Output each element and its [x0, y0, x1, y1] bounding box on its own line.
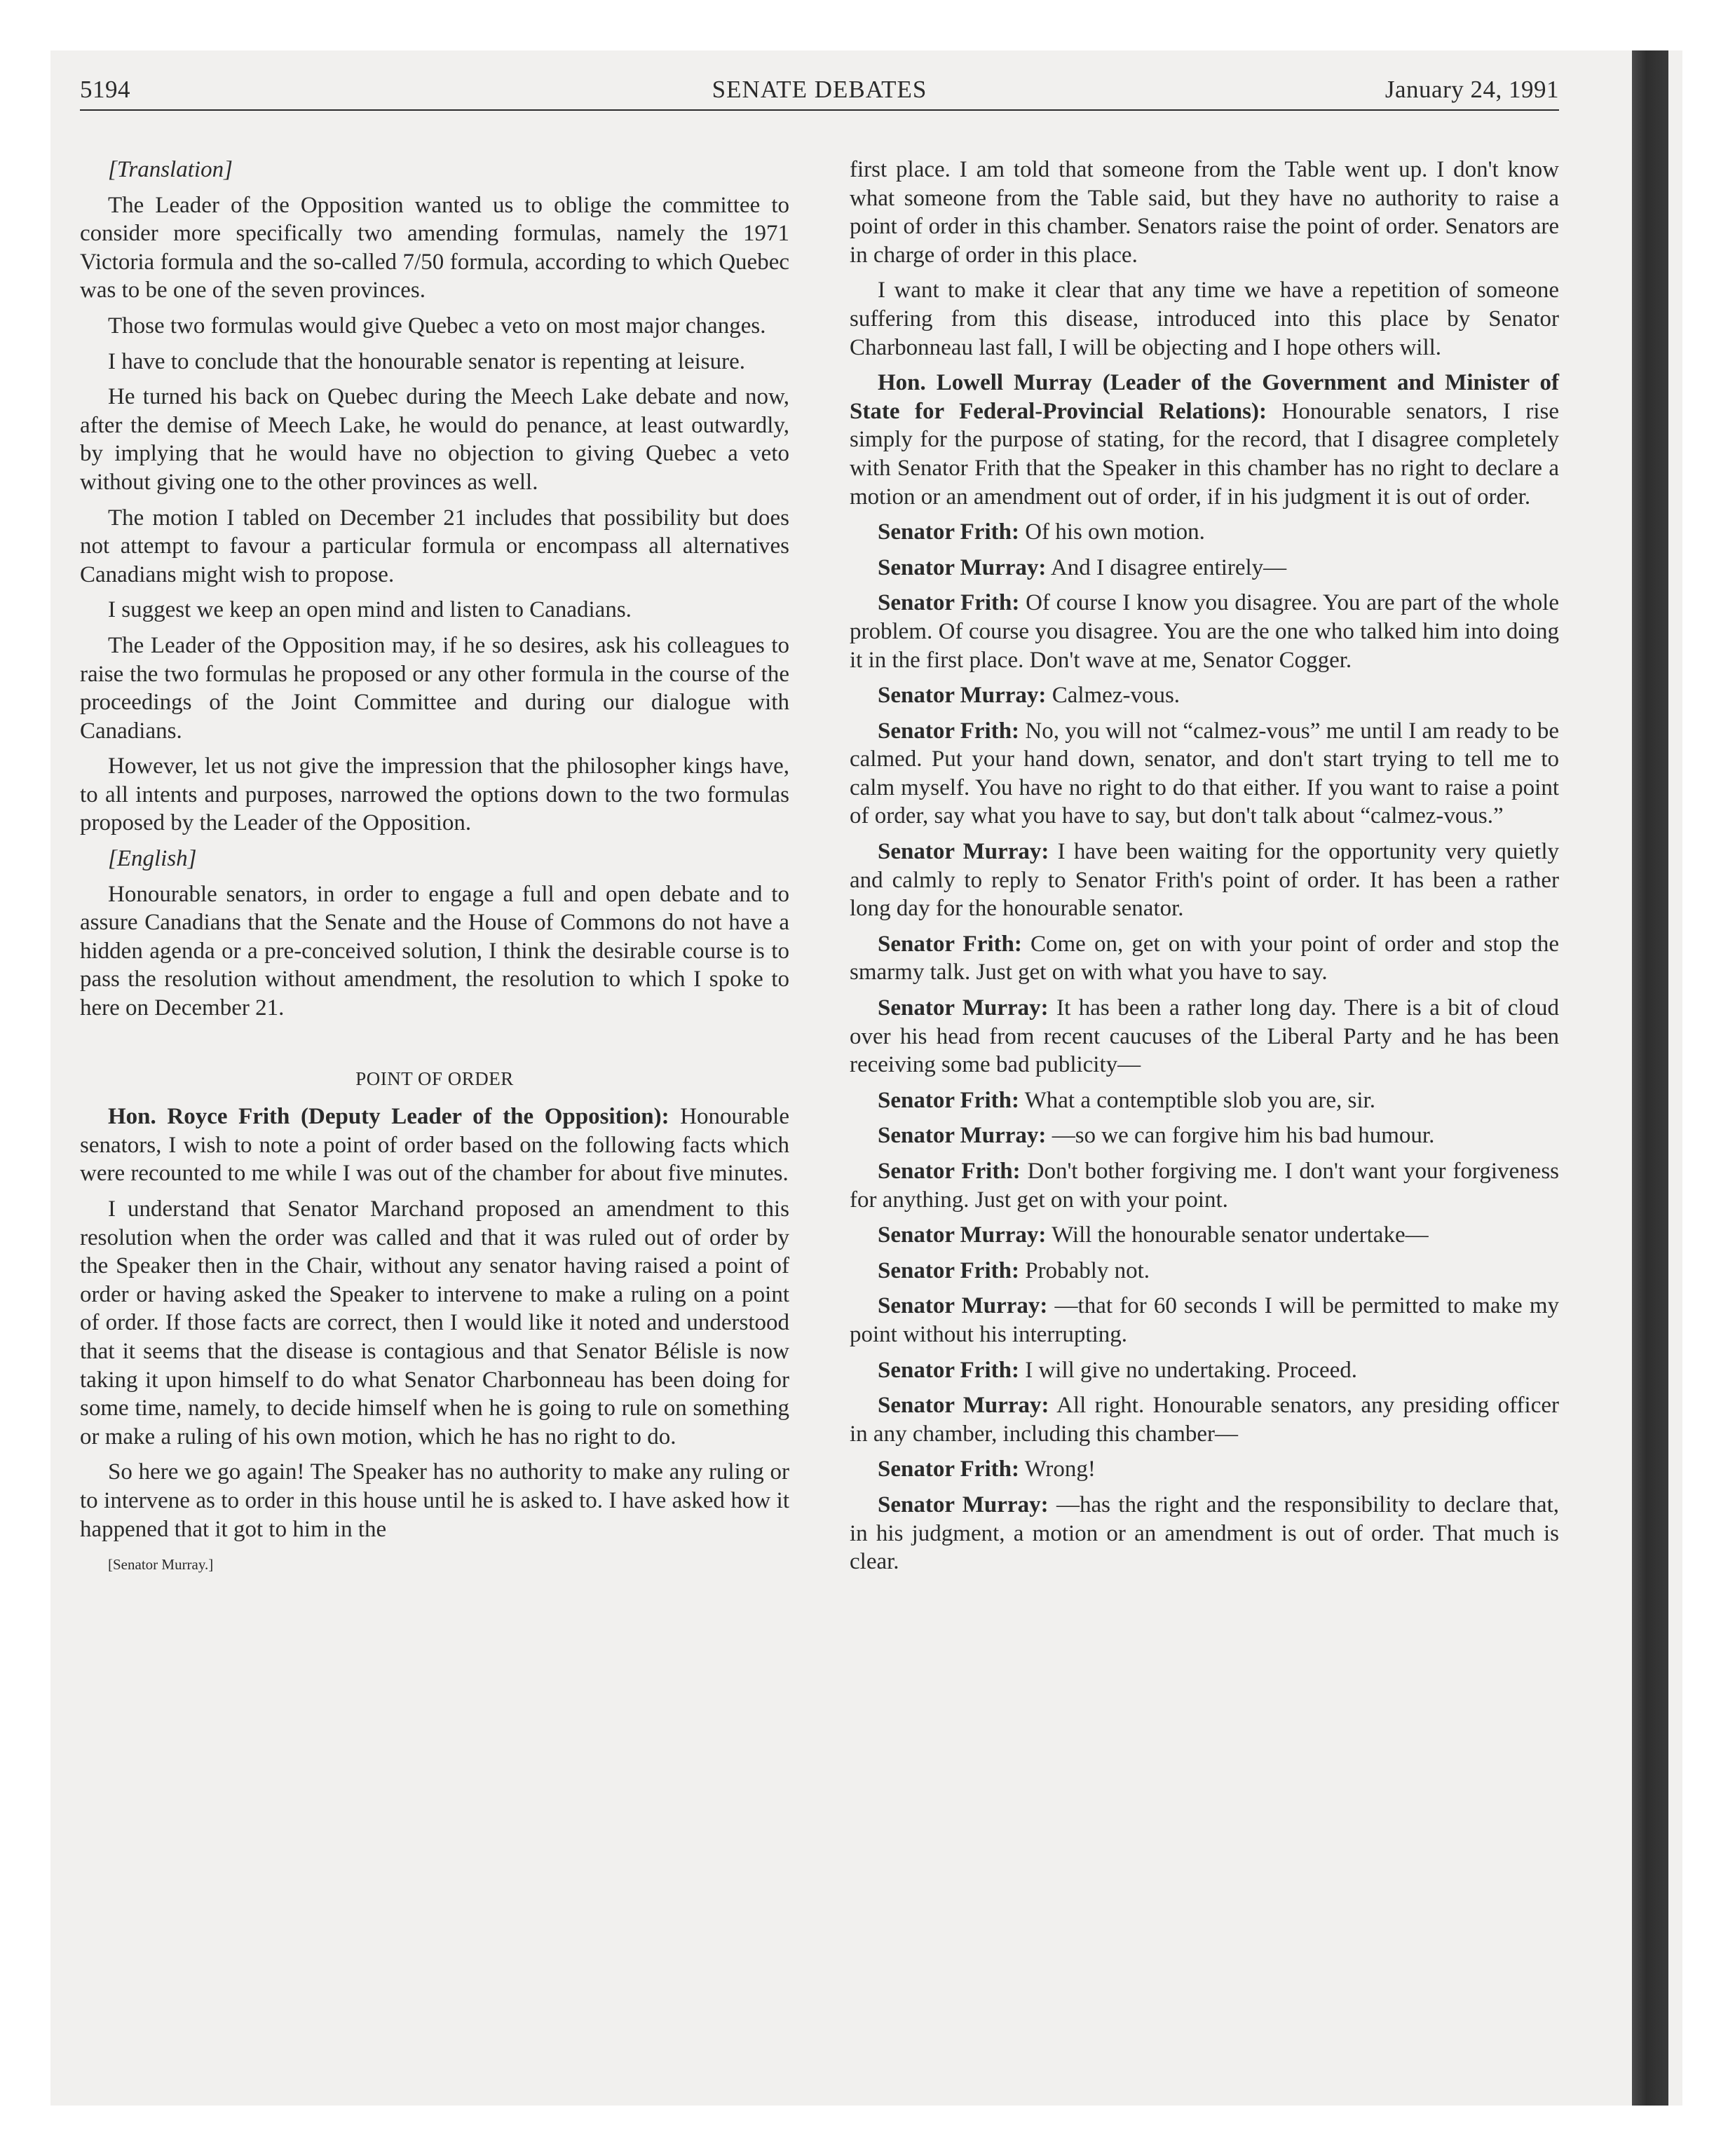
- speaker-name: Senator Frith:: [878, 1257, 1019, 1283]
- exchange-paragraph: [850, 717, 1559, 831]
- exchange-paragraph: [850, 1391, 1559, 1448]
- speech-text: Will the honourable senator undertake—: [1052, 1222, 1429, 1248]
- right-column: [850, 156, 1559, 1583]
- speech-text: All right. Honourable senators, any presiding officer in any chamber, including this chamber—: [850, 1393, 1559, 1447]
- speaker-name: Senator Frith:: [878, 1159, 1021, 1184]
- speaker-name: Senator Murray:: [878, 1293, 1048, 1319]
- section-heading: POINT OF ORDER: [355, 1067, 514, 1089]
- speaker-name: Hon. Lowell Murray (Leader of the Government and Minister of State for Federal-Provincial Relations):: [850, 370, 1559, 424]
- speaker-name: Senator Frith:: [878, 1357, 1019, 1383]
- speaker-name: Senator Murray:: [878, 1492, 1049, 1517]
- header-rule: [80, 109, 1559, 111]
- speaker-name: Senator Murray:: [878, 995, 1049, 1021]
- speech-text: Calmez-vous.: [1052, 683, 1181, 709]
- speech-text: —has the right and the responsibility to declare that, in his judgment, a motion or an amendment is out of order. That much is clear.: [850, 1492, 1559, 1575]
- speech-text: I have been waiting for the opportunity very quietly and calmly to reply to Senator Frith's point of order. It has been a rather long day for the honourable senator.: [850, 839, 1560, 922]
- speaker-name: Hon. Royce Frith (Deputy Leader of the Opposition):: [108, 1104, 669, 1130]
- speech-text: Probably not.: [1025, 1257, 1150, 1283]
- page-footnote: [Senator Murray.]: [108, 1556, 214, 1574]
- exchange-paragraph: [850, 1086, 1559, 1115]
- speaker-name: Senator Murray:: [878, 1393, 1049, 1419]
- exchange-paragraph: [850, 554, 1559, 582]
- speech-text: Of his own motion.: [1025, 519, 1205, 545]
- speech-text: Come on, get on with your point of order and stop the smarmy talk. Just get on with what you have to say.: [850, 931, 1559, 985]
- speech-text: And I disagree entirely—: [1050, 554, 1287, 580]
- language-marker-translation: [Translation]: [108, 157, 233, 182]
- page-header: [80, 76, 1559, 118]
- exchange-paragraph: [850, 1455, 1559, 1484]
- exchange-paragraph: [850, 589, 1559, 674]
- speaker-name: Senator Murray:: [878, 1222, 1047, 1248]
- speaker-name: Senator Frith:: [878, 1087, 1019, 1113]
- speaker-name: Senator Murray:: [878, 683, 1047, 709]
- paragraph: The motion I tabled on December 21 includes that possibility but does not attempt to favour a particular formula or encompass all alternatives Canadians might wish to propose.: [80, 505, 789, 587]
- paragraph: Honourable senators, in order to engage a full and open debate and to assure Canadians that the Senate and the House of Commons do not have a hidden agenda or a pre-conceived solution, I think the desirable course is to pass the resolution without amendment, the resolution to which I spoke to here on December 21.: [80, 881, 789, 1021]
- page-number: 5194: [80, 76, 130, 103]
- exchange-paragraph: [850, 1257, 1559, 1285]
- speech-paragraph: [850, 369, 1559, 511]
- paragraph: The Leader of the Opposition may, if he so desires, ask his colleagues to raise the two formulas he proposed or any other formula in the course of the proceedings of the Joint Committee and during our dialogue with Canadians.: [80, 632, 789, 744]
- speaker-name: Senator Frith:: [878, 519, 1019, 545]
- paragraph: first place. I am told that someone from the Table went up. I don't know what someone from the Table said, but they have no authority to raise a point of order in this chamber. Senators raise the point of order. Senators are in charge of order in this place.: [850, 157, 1559, 268]
- paragraph: I understand that Senator Marchand proposed an amendment to this resolution when the order was called and that it was ruled out of order by the Speaker then in the Chair, without any senator having raised a point of order or having asked the Speaker to intervene to make a ruling on a point of order. If those facts are correct, then I would like it noted and understood that it seems that the disease is contagious and that Senator Bélisle is now taking it upon himself to do what Senator Charbonneau has been doing for some time, namely, to decide himself when he is going to rule on something or make a ruling of his own motion, which he has no right to do.: [80, 1196, 789, 1449]
- exchange-paragraph: [850, 518, 1559, 547]
- speech-text: —that for 60 seconds I will be permitted to make my point without his interrupting.: [850, 1293, 1560, 1347]
- speaker-name: Senator Murray:: [878, 554, 1047, 580]
- speech-text: Honourable senators, I rise simply for the purpose of stating, for the record, that I disagree completely with Senator Frith that the Speaker in this chamber has no right to declare a motion or an amendment out of order, if in his judgment it is out of order.: [850, 398, 1560, 510]
- paragraph: However, let us not give the impression that the philosopher kings have, to all intents and purposes, narrowed the options down to the two formulas proposed by the Leader of the Opposition.: [80, 753, 789, 836]
- left-column: [80, 156, 789, 1586]
- paragraph: I want to make it clear that any time we have a repetition of someone suffering from this disease, introduced into this place by Senator Charbonneau last fall, I will be objecting and I hope others will.: [850, 278, 1559, 360]
- speech-text: It has been a rather long day. There is a bit of cloud over his head from recent caucuses of the Liberal Party and he has been receiving some bad publicity—: [850, 995, 1559, 1078]
- exchange-paragraph: [850, 994, 1559, 1079]
- speaker-name: Senator Murray:: [878, 1123, 1047, 1149]
- paragraph: I have to conclude that the honourable senator is repenting at leisure.: [108, 348, 746, 374]
- speech-text: No, you will not “calmez-vous” me until I am ready to be calmed. Put your hand down, senator, and don't start trying to tell me to calm myself. You have no right to do that either. If you want to raise a point of order, say what you have to say, but don't talk about “calmez-vous.”: [850, 718, 1559, 829]
- exchange-paragraph: [850, 930, 1559, 987]
- language-marker-english: [English]: [108, 846, 197, 872]
- speech-text: Wrong!: [1024, 1456, 1096, 1482]
- book-spine-shadow: [1632, 50, 1668, 2106]
- exchange-paragraph: [850, 838, 1559, 923]
- speech-text: I will give no undertaking. Proceed.: [1025, 1357, 1357, 1383]
- speaker-name: Senator Frith:: [878, 718, 1020, 744]
- exchange-paragraph: [850, 1157, 1559, 1214]
- exchange-paragraph: [850, 1356, 1559, 1385]
- paragraph: So here we go again! The Speaker has no authority to make any ruling or to intervene as to order in this house until he is asked to. I have asked how it happened that it got to him in the: [80, 1459, 789, 1542]
- publication-title: SENATE DEBATES: [712, 76, 927, 103]
- paragraph: Those two formulas would give Quebec a veto on most major changes.: [108, 313, 766, 339]
- exchange-paragraph: [850, 1292, 1559, 1349]
- paragraph: He turned his back on Quebec during the Meech Lake debate and now, after the demise of Meech Lake, he would do penance, at least outwardly, by implying that he would have no objection to giving Quebec a veto without giving one to the other provinces as well.: [80, 384, 789, 495]
- page-date: January 24, 1991: [1384, 76, 1559, 103]
- exchange-paragraph: [850, 1121, 1559, 1150]
- speech-text: —so we can forgive him his bad humour.: [1052, 1123, 1435, 1149]
- speech-paragraph: [80, 1103, 789, 1188]
- exchange-paragraph: [850, 1221, 1559, 1250]
- speech-text: Don't bother forgiving me. I don't want your forgiveness for anything. Just get on with your point.: [850, 1159, 1560, 1213]
- exchange-list: [850, 518, 1559, 1576]
- speaker-name: Senator Frith:: [878, 931, 1022, 957]
- exchange-paragraph: [850, 681, 1559, 710]
- paragraph: The Leader of the Opposition wanted us to oblige the committee to consider more specifically two amending formulas, namely the 1971 Victoria formula and the so-called 7/50 formula, according to which Quebec was to be one of the seven provinces.: [80, 192, 789, 303]
- speech-text: What a contemptible slob you are, sir.: [1024, 1087, 1375, 1113]
- speech-text: Of course I know you disagree. You are part of the whole problem. Of course you disagree. You are the one who talked him into doing it in the first place. Don't wave at me, Senator Cogger.: [850, 590, 1559, 673]
- speaker-name: Senator Murray:: [878, 839, 1049, 865]
- speaker-name: Senator Frith:: [878, 1456, 1019, 1482]
- paragraph: I suggest we keep an open mind and listen to Canadians.: [108, 597, 632, 623]
- speech-text: Honourable senators, I wish to note a point of order based on the following facts which were recounted to me while I was out of the chamber for about five minutes.: [80, 1104, 790, 1187]
- exchange-paragraph: [850, 1491, 1559, 1576]
- speaker-name: Senator Frith:: [878, 590, 1020, 616]
